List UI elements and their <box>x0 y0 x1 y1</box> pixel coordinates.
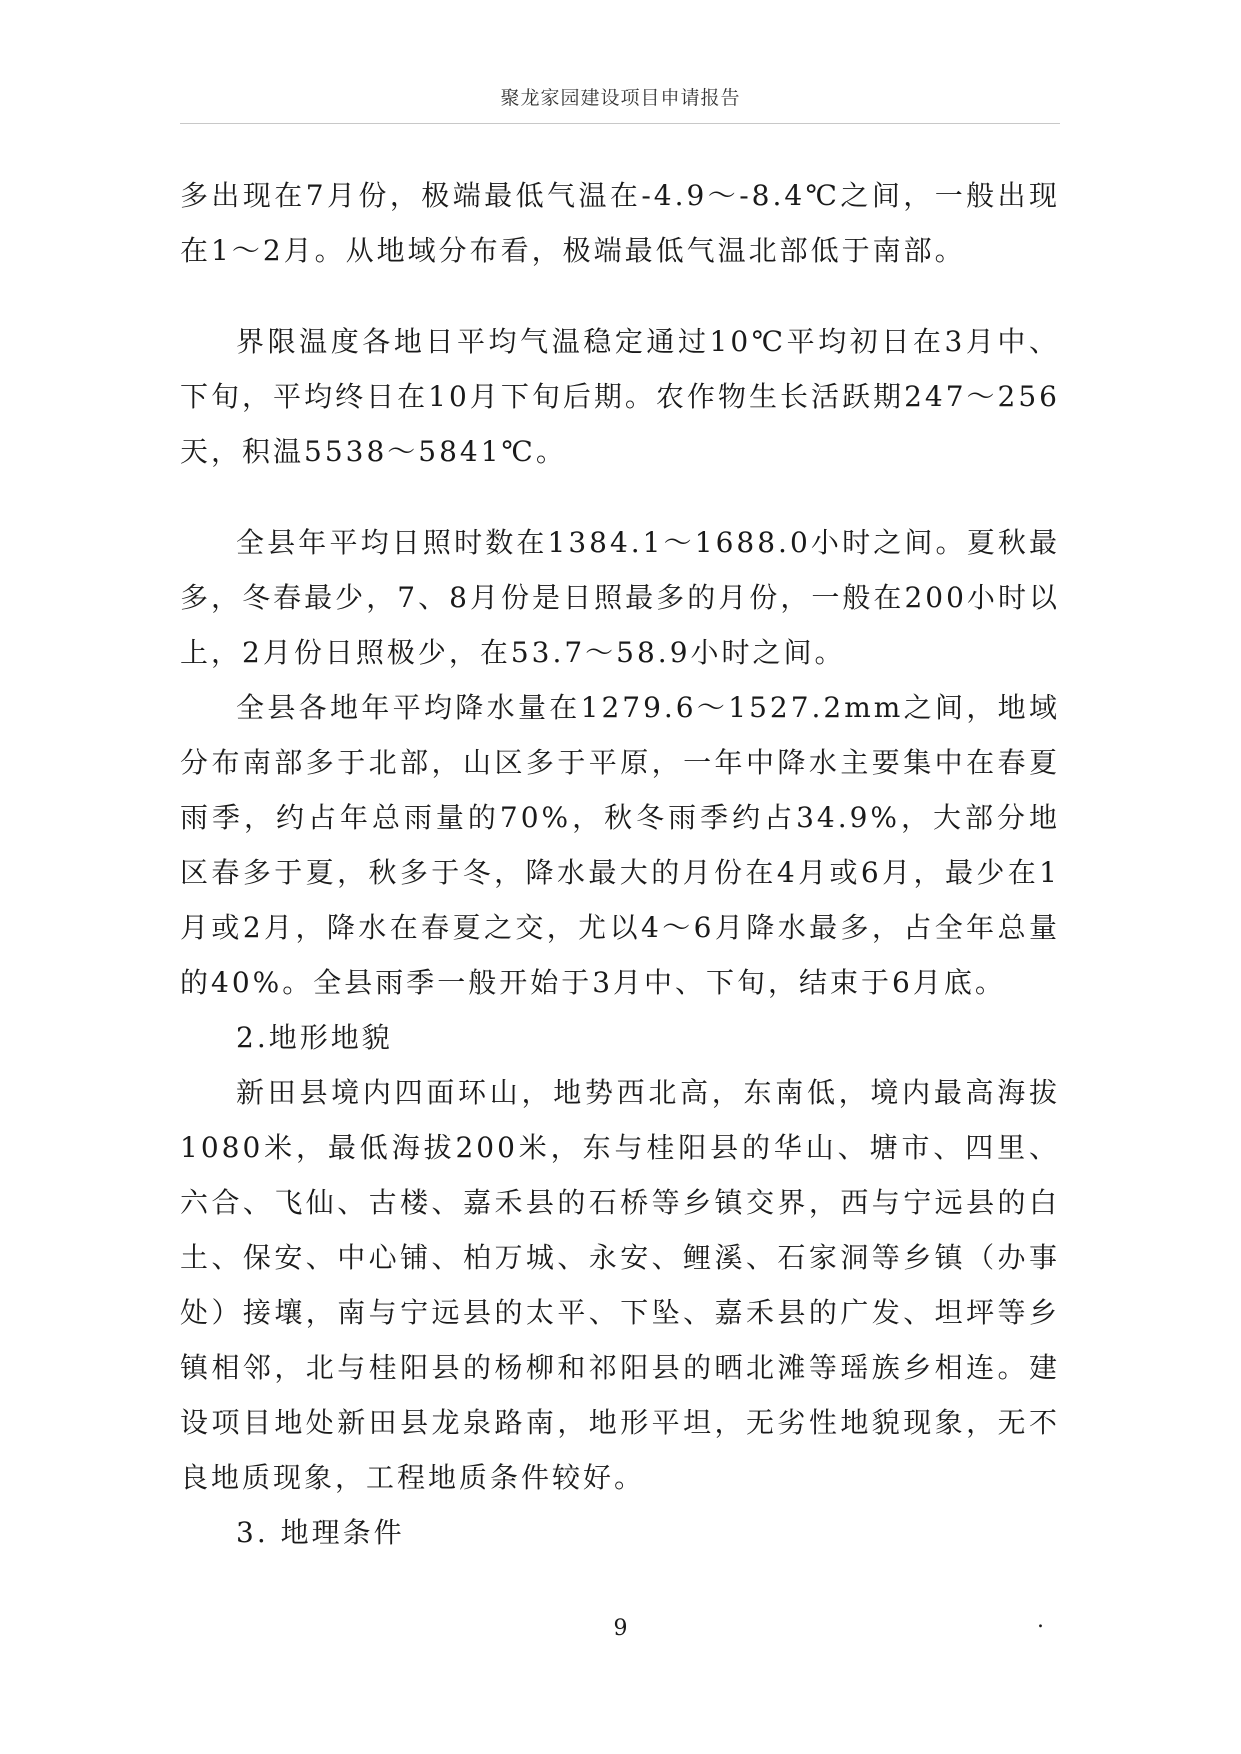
paragraph-terrain: 新田县境内四面环山，地势西北高，东南低，境内最高海拔1080米，最低海拔200米，东与桂阳县的华山、塘市、四里、六合、飞仙、古楼、嘉禾县的石桥等乡镇交界，西与宁远县的白土、保安、中心铺、柏万城、永安、鲤溪、石家洞等乡镇（办事处）接壤，南与宁远县的太平、下坠、嘉禾县的广发、坦坪等乡镇相邻，北与桂阳县的杨柳和祁阳县的晒北滩等瑶族乡相连。建设项目地处新田县龙泉路南，地形平坦，无劣性地貌现象，无不良地质现象，工程地质条件较好。 <box>180 1076 1060 1494</box>
paragraph-sunshine: 全县年平均日照时数在1384.1～1688.0小时之间。夏秋最多，冬春最少，7、8月份是日照最多的月份，一般在200小时以上，2月份日照极少，在53.7～58.9小时之间。 <box>180 526 1060 669</box>
paragraph-spacer <box>180 479 1060 515</box>
running-header: 聚龙家园建设项目申请报告 <box>500 87 741 109</box>
paragraph-threshold-temperature: 界限温度各地日平均气温稳定通过10℃平均初日在3月中、下旬，平均终日在10月下旬后期。农作物生长活跃期247～256天，积温5538～5841℃。 <box>180 325 1060 468</box>
paragraph-precipitation: 全县各地年平均降水量在1279.6～1527.2mm之间，地域分布南部多于北部，山区多于平原，一年中降水主要集中在春夏雨季，约占年总雨量的70%，秋冬雨季约占34.9%，大部分地区春多于夏，秋多于冬，降水最大的月份在4月或6月，最少在1月或2月，降水在春夏之交，尤以4～6月降水最多，占全年总量的40%。全县雨季一般开始于3月中、下旬，结束于6月底。 <box>180 691 1060 999</box>
paragraph-temperature-extremes: 多出现在7月份，极端最低气温在-4.9～-8.4℃之间，一般出现在1～2月。从地域分布看，极端最低气温北部低于南部。 <box>180 179 1060 267</box>
paragraph-spacer <box>180 278 1060 314</box>
document-body <box>180 168 1060 1560</box>
page-number: 9 <box>613 1616 628 1641</box>
footer-dot: . <box>1037 1608 1044 1633</box>
section-heading-terrain: 2.地形地貌 <box>236 1021 393 1054</box>
section-heading-geography: 3. 地理条件 <box>236 1516 405 1549</box>
header-divider <box>180 123 1060 124</box>
